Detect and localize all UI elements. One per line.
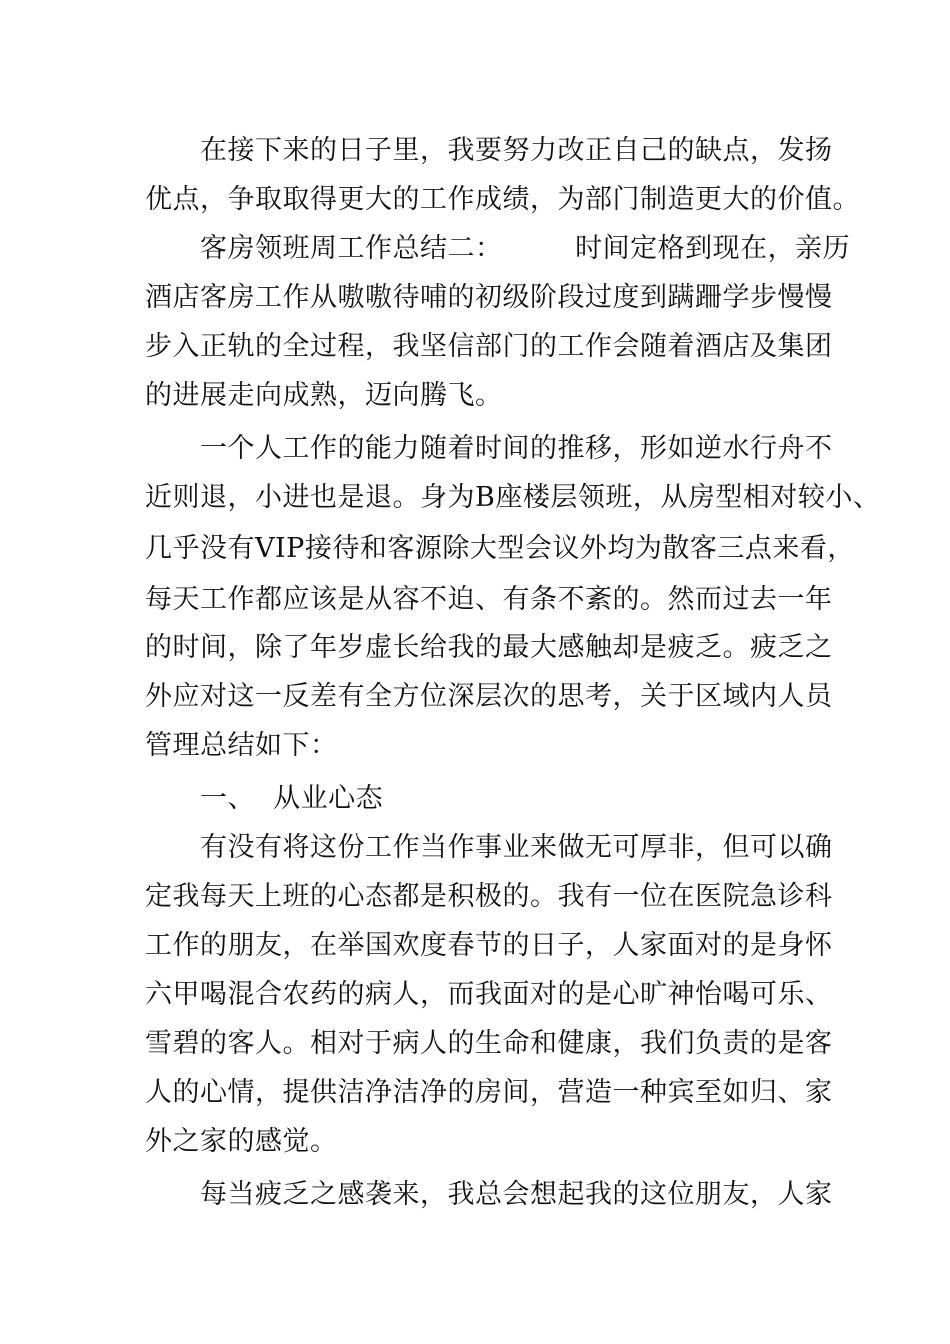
text-line: 管理总结如下： [145, 730, 338, 761]
text-line: 一个人工作的能力随着时间的推移，形如逆水行舟不 [200, 433, 833, 464]
text-line: 外之家的感觉。 [145, 1126, 338, 1157]
text-line: 优点，争取取得更大的工作成绩，为部门制造更大的价值。 [145, 184, 860, 215]
text-line: 客房领班周工作总结二： 时间定格到现在，亲历 [200, 233, 851, 264]
text-line: 近则退，小进也是退。身为B座楼层领班，从房型相对较小、 [145, 482, 881, 513]
text-line: 定我每天上班的心态都是积极的。我有一位在医院急诊科 [145, 881, 833, 912]
text-line: 每当疲乏之感袭来，我总会想起我的这位朋友，人家 [200, 1179, 833, 1210]
text-line: 的进展走向成熟，迈向腾飞。 [145, 380, 503, 411]
section-heading: 一、 从业心态 [200, 783, 384, 814]
text-line: 外应对这一反差有全方位深层次的思考，关于区域内人员 [145, 681, 833, 712]
text-line: 工作的朋友，在举国欢度春节的日子，人家面对的是身怀 [145, 930, 833, 961]
text-line: 有没有将这份工作当作事业来做无可厚非，但可以确 [200, 832, 833, 863]
text-line: 六甲喝混合农药的病人，而我面对的是心旷神怡喝可乐、 [145, 979, 833, 1010]
text-line: 几乎没有VIP接待和客源除大型会议外均为散客三点来看， [145, 533, 855, 564]
text-line: 雪碧的客人。相对于病人的生命和健康，我们负责的是客 [145, 1028, 833, 1059]
text-line: 人的心情，提供洁净洁净的房间，营造一种宾至如归、家 [145, 1077, 833, 1108]
text-line: 在接下来的日子里，我要努力改正自己的缺点，发扬 [200, 135, 833, 166]
text-line: 步入正轨的全过程，我坚信部门的工作会随着酒店及集团 [145, 331, 833, 362]
text-line: 酒店客房工作从嗷嗷待哺的初级阶段过度到蹒跚学步慢慢 [145, 282, 833, 313]
text-line: 的时间，除了年岁虚长给我的最大感触却是疲乏。疲乏之 [145, 632, 833, 663]
text-line: 每天工作都应该是从容不迫、有条不紊的。然而过去一年 [145, 584, 833, 615]
